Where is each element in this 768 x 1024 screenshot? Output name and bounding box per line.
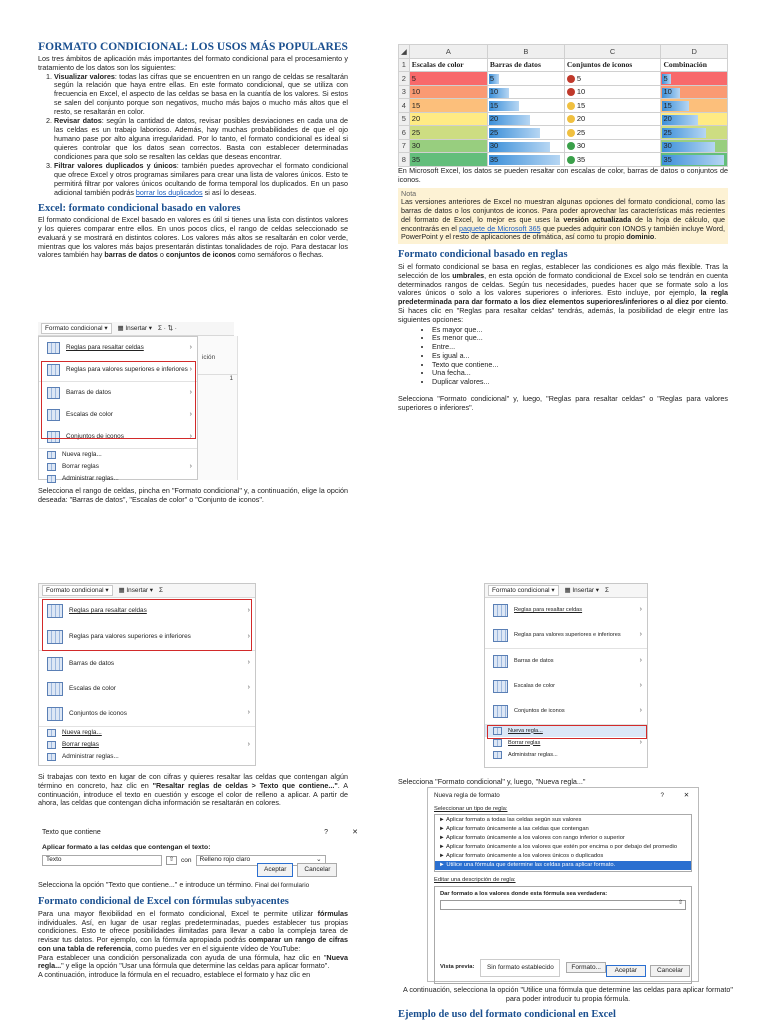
- data-bars-icon: [47, 657, 63, 671]
- list-item[interactable]: ► Aplicar formato únicamente a los valores que estén por encima o por debajo del promedio: [439, 844, 678, 851]
- chevron-right-icon: ›: [247, 709, 250, 717]
- list-item: 3. Filtrar valores duplicados y únicos: también puedes aprovechar el formato condicional que ofrece Excel y otros programas similares para crear una lista de valores únicos. Esto te permitirá filtrar por valores únicos ocultando de forma temporal los duplicados. En un paso adicional también podrás borrar los duplicados si así lo deseas.: [54, 162, 348, 197]
- menu-item-new-rule[interactable]: Nueva regla...: [485, 725, 647, 737]
- ribbon-bar: [39, 584, 255, 598]
- col-header[interactable]: D: [661, 45, 728, 59]
- new-rule-icon: [47, 451, 56, 459]
- chevron-right-icon: ›: [247, 740, 250, 748]
- icon-sets-icon: [47, 707, 63, 721]
- menu-item-clear-rules[interactable]: Borrar reglas ›: [39, 739, 255, 751]
- cancel-button[interactable]: Cancelar: [297, 863, 337, 877]
- formulas-section: [38, 891, 348, 980]
- menu-item-color-scales[interactable]: Escalas de color ›: [39, 404, 197, 426]
- formulas-paragraph-3: A continuación, introduce la fórmula en el recuadro, establece el formato y haz clic en: [38, 970, 311, 980]
- menu-item-highlight-rules[interactable]: Reglas para resaltar celdas ›: [39, 598, 255, 624]
- help-button[interactable]: ?: [324, 828, 328, 836]
- table-row: [399, 112, 728, 126]
- row-header[interactable]: 5: [399, 112, 410, 126]
- circle-icon: [567, 75, 575, 83]
- range-select-icon[interactable]: ⇧: [677, 899, 683, 906]
- intro-paragraph: Los tres ámbitos de aplicación más importantes del formato condicional para el procesamiento y tratamiento de los datos son los siguientes:: [38, 54, 348, 72]
- list-item: • Es menor que...: [432, 334, 728, 343]
- combination-cell[interactable]: 30: [661, 139, 728, 153]
- top-bottom-icon: [493, 629, 508, 642]
- list-item[interactable]: ► Aplicar formato únicamente a los valores con rango inferior o superior: [439, 835, 625, 842]
- list-item[interactable]: ► Aplicar formato únicamente a las celdas que contengan: [439, 826, 589, 833]
- text-rule-caption: Selecciona la opción "Texto que contiene..." e introduce un término. Final del formulario: [38, 880, 310, 889]
- table-row: [399, 139, 728, 153]
- insert-button[interactable]: ▦ Insertar ▾: [118, 586, 154, 594]
- menu-screenshot-new-rule: [484, 583, 648, 768]
- col-header[interactable]: C: [564, 45, 661, 59]
- list-item-selected[interactable]: ► Utilice una fórmula que determine las celdas para aplicar formato.: [435, 861, 691, 870]
- menu-item-icon-sets[interactable]: Conjuntos de iconos ›: [39, 701, 255, 726]
- ribbon-bar: [38, 322, 234, 336]
- menu-item-new-rule[interactable]: Nueva regla...: [39, 727, 255, 739]
- row-header[interactable]: 3: [399, 85, 410, 99]
- list-item: • Texto que contiene...: [432, 361, 728, 370]
- color-scale-cell[interactable]: 30: [409, 139, 487, 153]
- menu-item-data-bars[interactable]: Barras de datos ›: [39, 651, 255, 676]
- icon-set-cell[interactable]: 20: [564, 112, 661, 126]
- highlight-rules-icon: [47, 342, 60, 354]
- combination-cell[interactable]: 20: [661, 112, 728, 126]
- menu-item-clear-rules[interactable]: Borrar reglas ›: [39, 461, 197, 473]
- menu-item-top-bottom-rules[interactable]: Reglas para valores superiores e inferiores ›: [39, 624, 255, 650]
- data-bar-cell[interactable]: 35: [487, 153, 564, 167]
- help-button[interactable]: ?: [660, 791, 664, 799]
- color-scale-cell[interactable]: 25: [409, 126, 487, 140]
- dialog-titlebar: Texto que contiene ? ✕: [42, 828, 358, 836]
- menu-item-color-scales[interactable]: Escalas de color ›: [39, 676, 255, 701]
- chevron-right-icon: ›: [247, 659, 250, 667]
- eraser-icon: [47, 463, 56, 471]
- rule-type-list: [434, 814, 692, 872]
- text-input[interactable]: Texto: [42, 855, 162, 866]
- list-item: 1. Visualizar valores: todas las cifras que se encuentren en un rango de celdas se resaltarán según la relación que haya entre ellas. En este formato condicional, que se utiliza con frecuencia en Excel, el aspecto de las celdas se basa en la cuantía de los valores. Si estos se salen del conjunto porque son negativos, mucho más bajos o mucho más altos que el resto, se resaltarán en color.: [54, 73, 348, 117]
- text-contains-dialog: Texto que contiene ? ✕ Aplicar formato a las celdas que contengan el texto: Texto ⇧ con Relleno rojo claro ⌄: [38, 826, 368, 879]
- menu-screenshot-rules: [38, 583, 256, 766]
- cancel-button[interactable]: Cancelar: [650, 965, 690, 977]
- data-bar-cell[interactable]: 30: [487, 139, 564, 153]
- conditional-format-button[interactable]: Formato condicional ▾: [41, 323, 112, 335]
- list-item: • Es mayor que...: [432, 326, 728, 335]
- combination-cell[interactable]: 25: [661, 126, 728, 140]
- icon-set-cell[interactable]: 5: [564, 72, 661, 86]
- data-bar-cell[interactable]: 20: [487, 112, 564, 126]
- combination-cell[interactable]: 5: [661, 72, 728, 86]
- chevron-right-icon: ›: [639, 631, 642, 639]
- color-scale-cell[interactable]: 35: [409, 153, 487, 167]
- dialog-titlebar: Nueva regla de formato ? ✕: [434, 791, 689, 799]
- rules-caption: Selecciona "Formato condicional" y, luego, "Reglas para resaltar celdas" o "Reglas para valores superiores o inferiores".: [398, 393, 728, 412]
- menu-item-highlight-rules[interactable]: Reglas para resaltar celdas ›: [485, 598, 647, 623]
- row-header[interactable]: 2: [399, 72, 410, 86]
- microsoft-365-link[interactable]: paquete de Microsoft 365: [459, 223, 541, 233]
- color-scale-cell[interactable]: 20: [409, 112, 487, 126]
- eraser-icon: [493, 739, 502, 747]
- color-scale-cell[interactable]: 10: [409, 85, 487, 99]
- combination-cell[interactable]: 15: [661, 99, 728, 113]
- table-row: [399, 72, 728, 86]
- list-item: • Duplicar valores...: [432, 378, 728, 387]
- preview-box: Sin formato establecido: [480, 959, 560, 977]
- chevron-right-icon: ›: [247, 684, 250, 692]
- data-bar: [489, 142, 550, 152]
- chevron-down-icon: ⌄: [316, 856, 322, 864]
- circle-icon: [567, 129, 575, 137]
- circle-icon: [567, 115, 575, 123]
- dialog-buttons: [257, 863, 337, 877]
- icon-sets-icon: [493, 705, 508, 718]
- menu-item-data-bars[interactable]: Barras de datos ›: [39, 382, 197, 404]
- sum-icon[interactable]: Σ: [605, 586, 609, 594]
- formulas-paragraph-2: Para establecer una condición personalizada con ayuda de una fórmula, haz clic en "Nueva regla..." y elige la opción "Usar una fórmula que determine las celdas para aplicar formato".: [38, 952, 348, 971]
- new-rule-caption: Selecciona "Formato condicional" y, luego, "Nueva regla...": [398, 777, 586, 786]
- table-row: [399, 126, 728, 140]
- row-header[interactable]: 7: [399, 139, 410, 153]
- color-scales-icon: [47, 682, 63, 696]
- circle-icon: [567, 156, 575, 164]
- corner-cell[interactable]: ◢: [399, 45, 410, 59]
- rule-type-label: Seleccionar un tipo de regla:: [434, 806, 508, 812]
- data-bar: [489, 155, 560, 165]
- circle-icon: [567, 88, 575, 96]
- menu-item-clear-rules[interactable]: Borrar reglas ›: [485, 737, 647, 749]
- chevron-right-icon: ›: [189, 365, 192, 373]
- dialog-buttons: [606, 965, 690, 977]
- chevron-right-icon: ›: [247, 606, 250, 614]
- menu-item-manage-rules[interactable]: Administrar reglas...: [39, 751, 255, 763]
- insert-button[interactable]: ▦ Insertar ▾: [117, 324, 153, 332]
- table-row: [399, 153, 728, 167]
- menu-item-new-rule[interactable]: Nueva regla...: [39, 449, 197, 461]
- list-item: • Entre...: [432, 343, 728, 352]
- chevron-right-icon: ›: [189, 432, 192, 440]
- sum-icon[interactable]: Σ: [159, 586, 163, 594]
- menu-item-highlight-rules[interactable]: Reglas para resaltar celdas ›: [39, 337, 197, 359]
- menu-item-manage-rules[interactable]: Administrar reglas...: [39, 473, 197, 485]
- icon-set-cell[interactable]: 10: [564, 85, 661, 99]
- row-header[interactable]: 6: [399, 126, 410, 140]
- values-paragraph: El formato condicional de Excel basado en valores es útil si tienes una lista con distintos valores y los quieres comparar entre ellos. En unos pocos clics, el rango de celdas seleccionado se evaluará y se mostrará en distintos colores. Los valores más altos se resaltarán en color verde, mientras que los valores más bajos presentarán distintas tonalidades de rojo. Para destacar los valores también hay barras de datos o conjuntos de iconos como semáforos o flechas.: [38, 215, 348, 260]
- rules-paragraph: Si el formato condicional se basa en reglas, establecer las condiciones es algo más flexible. Tras la selección de los umbrales, en esta opción de formato condicional de Excel solo se tendrán en cuenta determinados rangos de celdas. Según tus necesidades, puedes hacer que se formate solo a los valores únicos o solo a los valores superiores o inferiores. Esto incluye, por ejemplo, la regla predeterminada para dar formato a los diez elementos superiores/inferiores o al diez por ciento. Si haces clic en "Reglas para resaltar celdas" tendrás, además, la posibilidad de elegir entre las siguientes opciones:: [398, 262, 729, 324]
- list-item[interactable]: ► Aplicar formato a todas las celdas según sus valores: [439, 817, 582, 824]
- manage-rules-icon: [493, 751, 502, 759]
- new-rule-icon: [47, 729, 56, 737]
- eraser-icon: [47, 741, 56, 749]
- insert-button[interactable]: ▦ Insertar ▾: [564, 586, 600, 594]
- color-scale-cell[interactable]: 5: [409, 72, 487, 86]
- menu-item-top-bottom-rules[interactable]: Reglas para valores superiores e inferiores ›: [485, 623, 647, 648]
- example-table: [398, 44, 728, 167]
- combination-cell[interactable]: 10: [661, 85, 728, 99]
- formula-input[interactable]: [440, 900, 686, 910]
- section-heading-formulas: Formato condicional de Excel con fórmulas subyacentes: [38, 896, 289, 907]
- manage-rules-icon: [47, 475, 56, 483]
- manage-rules-icon: [47, 753, 56, 761]
- row-header[interactable]: 8: [399, 153, 410, 167]
- chevron-right-icon: ›: [639, 738, 642, 746]
- menu-item-manage-rules[interactable]: Administrar reglas...: [485, 749, 647, 761]
- chevron-right-icon: ›: [639, 657, 642, 665]
- text-rule-paragraph: Si trabajas con texto en lugar de con cifras y quieres resaltar las celdas que contengan algún término en concreto, haz clic en "Resaltar reglas de celdas > Texto que contiene...". A continuación, introduce el texto en cuestión y escoge el color de relleno a aplicar. A partir de ahora, las celdas que contengan dicha información se resaltarán en colores.: [38, 772, 348, 808]
- icon-set-cell[interactable]: 25: [564, 126, 661, 140]
- note-box: Nota Las versiones anteriores de Excel no muestran algunas opciones del formato condicional, como las barras de datos o los conjuntos de iconos. Para poder aprovechar las características más recientes del formato de Excel, lo mejor es que uses la versión actualizada de la hoja de cálculo, que encontrarás en el paquete de Microsoft 365 que puedes adquirir con IONOS y también incluye Word, PowerPoint y el resto de aplicaciones de ofimática, así como tu propio dominio.: [398, 188, 728, 245]
- data-bar-cell[interactable]: 5: [487, 72, 564, 86]
- edit-description-label: Editar una descripción de regla:: [434, 877, 516, 884]
- icon-set-cell[interactable]: 35: [564, 153, 661, 167]
- chevron-right-icon: ›: [189, 343, 192, 351]
- right-column-top: [398, 167, 728, 413]
- menu-item-icon-sets[interactable]: Conjuntos de iconos ›: [485, 699, 647, 724]
- list-item: • Es igual a...: [432, 352, 728, 361]
- ribbon-bar: [485, 584, 647, 598]
- rule-options-list: [398, 326, 728, 387]
- conditional-format-button[interactable]: Formato condicional ▾: [488, 585, 559, 597]
- ok-button[interactable]: Aceptar: [257, 863, 293, 877]
- delete-duplicates-link[interactable]: borrar los duplicados: [135, 187, 203, 197]
- formulas-paragraph: Para una mayor flexibilidad en el formato condicional, Excel te permite utilizar fórmulas individuales. Así, en lugar de usar reglas predeterminadas, puedes establecer tus propias condiciones. Esto te ofrece posibilidades ilimitadas para llevar a cabo la compleja tarea de revisar tus datos. Por ejemplo, con la fórmula apropiada podrás comparar un rango de cifras con una tabla de referencia, como puedes ver en el siguiente vídeo de YouTube:: [38, 908, 349, 953]
- section-heading-values: Excel: formato condicional basado en valores: [38, 202, 241, 214]
- menu-item-color-scales[interactable]: Escalas de color ›: [485, 674, 647, 699]
- data-bar-cell[interactable]: 25: [487, 126, 564, 140]
- highlight-box: [41, 361, 196, 439]
- highlight-rules-icon: [493, 604, 508, 617]
- data-bar-cell[interactable]: 15: [487, 99, 564, 113]
- highlight-box: [42, 599, 252, 651]
- formula-caption: A continuación, selecciona la opción "Utilice una fórmula que determine las celdas para aplicar formato" para poder introducir tu propia fórmula.: [403, 985, 733, 1003]
- table-row: [399, 85, 728, 99]
- uses-list: [38, 73, 348, 198]
- values-caption: Selecciona el rango de celdas, pincha en "Formato condicional" y, a continuación, elige la opción deseada: "Barras de datos", "Escalas de color" o "Conjunto de iconos".: [38, 486, 348, 504]
- list-item: 2. Revisar datos: según la cantidad de datos, revisar posibles desviaciones en cada una de las celdas es un trabajo laborioso. Además, hay muchas probabilidades de que el ojo humano pase por alto alguna irregularidad. Por lo tanto, el formato condicional es ideal si quieres controlar que los datos sean correctos. Basta con establecer determinadas condiciones para que solo se resalten las celdas que deseas encontrar.: [54, 117, 348, 161]
- sum-icon[interactable]: Σ · ⇅ ·: [158, 324, 177, 332]
- table-caption: En Microsoft Excel, los datos se pueden resaltar con escalas de color, barras de datos o conjuntos de iconos.: [398, 166, 728, 184]
- chevron-right-icon: ›: [639, 682, 642, 690]
- section-heading-rules: Formato condicional basado en reglas: [398, 249, 568, 261]
- data-bars-icon: [493, 655, 508, 668]
- color-scales-icon: [493, 680, 508, 693]
- table-row: 1 Escalas de color Barras de datos Conjuntos de iconos Combinación: [399, 58, 728, 72]
- dialog-label: Aplicar formato a las celdas que contengan el texto:: [42, 844, 211, 851]
- ok-button[interactable]: Aceptar: [606, 965, 646, 977]
- data-bar-cell[interactable]: 10: [487, 85, 564, 99]
- list-item[interactable]: ► Aplicar formato únicamente a los valores únicos o duplicados: [439, 853, 604, 860]
- conditional-format-button[interactable]: Formato condicional ▾: [42, 585, 113, 597]
- circle-icon: [567, 102, 575, 110]
- format-button[interactable]: Formato...: [566, 962, 606, 974]
- chevron-right-icon: ›: [639, 707, 642, 715]
- menu-item-top-bottom-rules[interactable]: Reglas para valores superiores e inferiores ›: [39, 359, 197, 381]
- icon-set-cell[interactable]: 30: [564, 139, 661, 153]
- circle-icon: [567, 142, 575, 150]
- close-icon[interactable]: ✕: [352, 828, 358, 836]
- list-item: • Una fecha...: [432, 369, 728, 378]
- close-icon[interactable]: ✕: [683, 791, 689, 799]
- new-format-rule-dialog: [427, 787, 699, 982]
- left-column-top: [38, 40, 348, 260]
- range-select-icon[interactable]: ⇧: [166, 856, 177, 865]
- chevron-right-icon: ›: [189, 462, 192, 470]
- preview-row: Vista previa: Sin formato establecido Formato...: [440, 959, 606, 977]
- page-title: FORMATO CONDICIONAL: LOS USOS MÁS POPULARES: [38, 41, 348, 53]
- menu-item-data-bars[interactable]: Barras de datos ›: [485, 649, 647, 674]
- color-scale-cell[interactable]: 15: [409, 99, 487, 113]
- menu-item-icon-sets[interactable]: Conjuntos de iconos ›: [39, 426, 197, 448]
- row-header[interactable]: 4: [399, 99, 410, 113]
- rule-description-panel: Dar formato a los valores donde esta fórmula sea verdadera: ⇧ Vista previa: Sin formato establecido Formato...: [434, 886, 692, 984]
- chevron-right-icon: ›: [189, 388, 192, 396]
- combination-cell[interactable]: 35: [661, 153, 728, 167]
- section-heading-example: Ejemplo de uso del formato condicional en Excel: [398, 1009, 616, 1020]
- sheet-background: ición 1: [198, 336, 238, 480]
- col-header[interactable]: B: [487, 45, 564, 59]
- highlight-box: [487, 725, 647, 739]
- menu-screenshot-values: [38, 322, 348, 483]
- table-row: [399, 99, 728, 113]
- chevron-right-icon: ›: [189, 410, 192, 418]
- fill-select[interactable]: Relleno rojo claro ⌄: [196, 855, 326, 866]
- col-header[interactable]: A: [409, 45, 487, 59]
- icon-set-cell[interactable]: 15: [564, 99, 661, 113]
- chevron-right-icon: ›: [639, 606, 642, 614]
- chevron-right-icon: ›: [247, 632, 250, 640]
